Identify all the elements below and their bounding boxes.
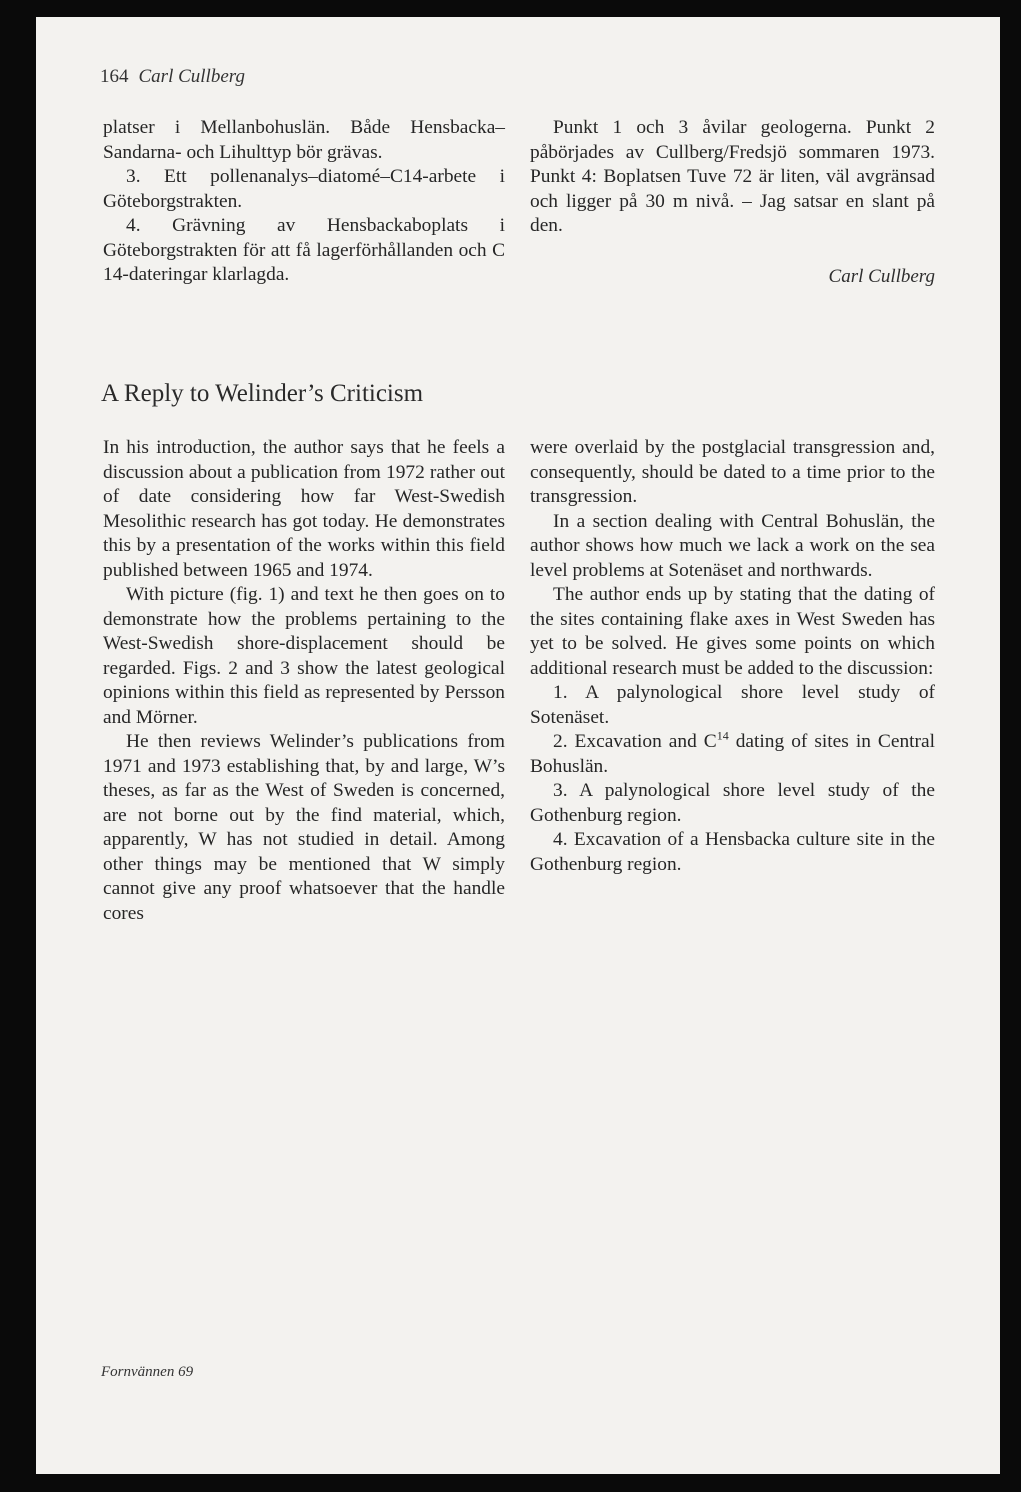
page-number: 164	[100, 66, 129, 87]
list-item: 3. A palynological shore level study of the Gothenburg region.	[530, 780, 935, 826]
list-item: 4. Excavation of a Hensbacka culture site in the Gothenburg region.	[530, 829, 935, 875]
paragraph: In a section dealing with Central Bohuslän, the author shows how much we lack a work on the sea level problems at Sotenäset and northwards.	[530, 510, 935, 581]
list-item: 1. A palynological shore level study of Sotenäset.	[530, 682, 935, 728]
list-item	[530, 730, 935, 779]
list-item-text: dating of sites in Central Bohuslän.	[530, 731, 935, 777]
main-left-column	[103, 436, 505, 926]
list-item: 4. Grävning av Hensbackaboplats i Göteborgstrakten för att få lagerförhållanden och C 14-dateringar klarlagda.	[103, 215, 505, 285]
running-head-author: Carl Cullberg	[138, 66, 245, 87]
paragraph: With picture (fig. 1) and text he then goes on to demonstrate how the problems pertaining to the West-Swedish shore-displacement should be regarded. Figs. 2 and 3 show the latest geological opinions within this field as represented by Persson and Mörner.	[103, 584, 505, 728]
top-right-column	[530, 116, 935, 239]
paragraph: He then reviews Welinder’s publications from 1971 and 1973 establishing that, by and large, W’s theses, as far as the West of Sweden is concerned, are not borne out by the find material, which, apparently, W has not studied in detail. Among other things may be mentioned that W simply cannot give any proof whatsoever that the handle cores	[103, 731, 505, 924]
footer-journal: Fornvännen 69	[101, 1364, 194, 1380]
list-item: 3. Ett pollenanalys–diatomé–C14-arbete i Göteborgstrakten.	[103, 166, 505, 212]
main-right-column	[530, 436, 935, 877]
top-left-column	[103, 116, 505, 288]
signature: Carl Cullberg	[828, 266, 935, 287]
paragraph: The author ends up by stating that the dating of the sites containing flake axes in West Sweden has yet to be solved. He gives some points on which additional research must be added to the discussion:	[530, 584, 935, 679]
superscript: 14	[716, 728, 729, 743]
paragraph: platser i Mellanbohuslän. Både Hensbacka–Sandarna- och Lihulttyp bör grävas.	[103, 117, 505, 163]
paragraph: Punkt 1 och 3 åvilar geologerna. Punkt 2 påbörjades av Cullberg/Fredsjö sommaren 1973. Punkt 4: Boplatsen Tuve 72 är liten, väl avgränsad och ligger på 30 m nivå. – Jag satsar en slant på den.	[530, 117, 935, 236]
paragraph: were overlaid by the postglacial transgression and, consequently, should be dated to a time prior to the transgression.	[530, 437, 935, 507]
section-title: A Reply to Welinder’s Criticism	[101, 380, 424, 407]
list-item-text: 2. Excavation and C	[553, 731, 717, 752]
paragraph: In his introduction, the author says that he feels a discussion about a publication from 1972 rather out of date considering how far West-Swedish Mesolithic research has got today. He demonstrates this by a presentation of the works within this field published between 1965 and 1974.	[103, 437, 505, 581]
running-head	[100, 66, 245, 88]
